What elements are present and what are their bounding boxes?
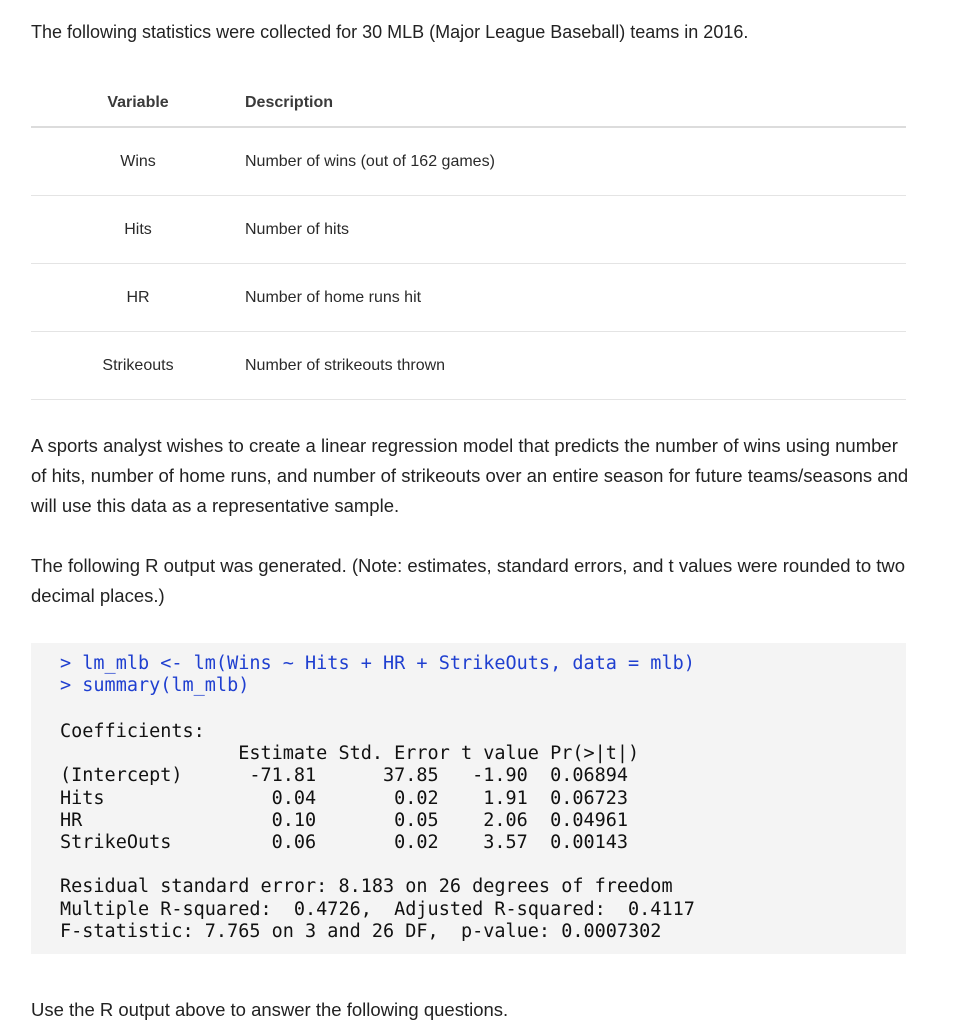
r-command-lm: > lm_mlb <- lm(Wins ~ Hits + HR + StrikeOuts, data = mlb) [60, 653, 695, 674]
variable-cell: Strikeouts [31, 332, 245, 400]
description-cell: Number of strikeouts thrown [245, 332, 906, 400]
coefficients-label: Coefficients: [60, 721, 205, 742]
coefficient-row: Hits 0.04 0.02 1.91 0.06723 [60, 787, 629, 809]
column-header-description-label: Description [245, 94, 334, 111]
analyst-paragraph: A sports analyst wishes to create a linear regression model that predicts the number of wins using number of hits, number of home runs, and number of strikeouts over an entire season for future teams/seasons and will use this data as a representative sample. [31, 435, 909, 516]
r-commands [60, 653, 695, 697]
r-output-note: The following R output was generated. (Note: estimates, standard errors, and t values were rounded to two decimal places.) [31, 555, 906, 606]
coefficient-row: StrikeOuts 0.06 0.02 3.57 0.00143 [60, 832, 629, 854]
table-header-row [31, 80, 906, 127]
coefficients-header: Estimate Std. Error t value Pr(>|t|) [60, 743, 640, 765]
instructions-text: Use the R output above to answer the following questions. [31, 999, 509, 1020]
coefficient-row: HR 0.10 0.05 2.06 0.04961 [60, 809, 629, 831]
r-output-block [31, 643, 906, 954]
description-cell: Number of wins (out of 162 games) [245, 127, 906, 196]
intro-text: The following statistics were collected for 30 MLB (Major League Baseball) teams in 2016. [31, 22, 749, 42]
r-summary-output [60, 721, 695, 943]
r-squared-line: Multiple R-squared: 0.4726, Adjusted R-squared: 0.4117 [60, 898, 695, 920]
column-header-variable: Variable [31, 80, 245, 127]
description-cell: Number of hits [245, 196, 906, 264]
r-command-summary: > summary(lm_mlb) [60, 675, 250, 697]
variables-table [31, 80, 906, 400]
variable-cell: Wins [31, 127, 245, 196]
table-row [31, 127, 906, 196]
table-row [31, 196, 906, 264]
column-header-description [245, 80, 906, 127]
table-row [31, 264, 906, 332]
residual-standard-error: Residual standard error: 8.183 on 26 degrees of freedom [60, 876, 673, 898]
table-row [31, 332, 906, 400]
variable-cell: HR [31, 264, 245, 332]
description-cell: Number of home runs hit [245, 264, 906, 332]
f-statistic-line: F-statistic: 7.765 on 3 and 26 DF, p-value: 0.0007302 [60, 920, 662, 942]
coefficient-row: (Intercept) -71.81 37.85 -1.90 0.06894 [60, 765, 629, 787]
variable-cell: Hits [31, 196, 245, 264]
